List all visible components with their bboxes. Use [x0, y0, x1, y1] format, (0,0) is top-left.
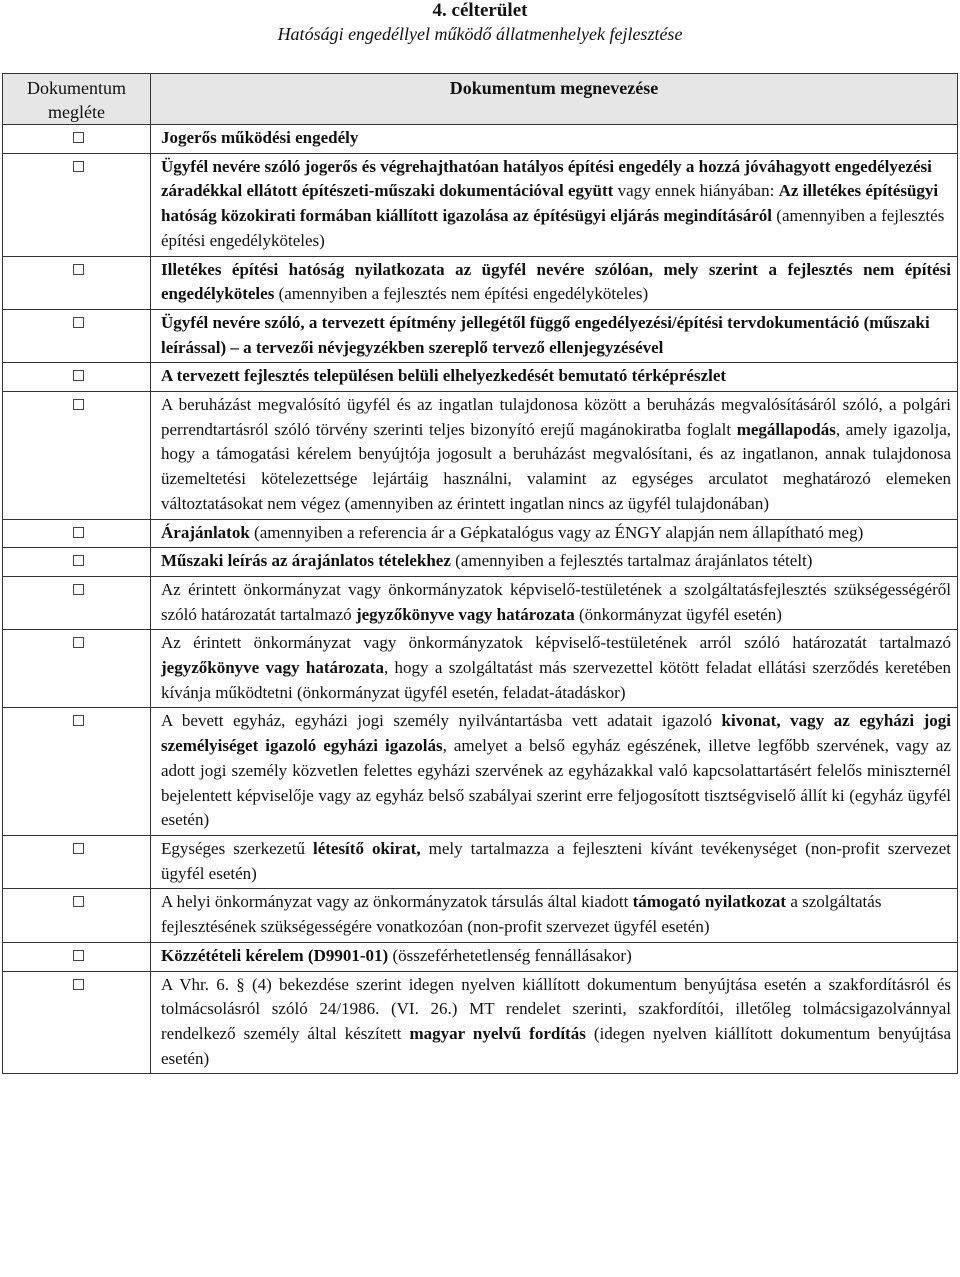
plain-text: A helyi önkormányzat vagy az önkormányzatok társulás által kiadott [161, 892, 633, 912]
document-description [151, 630, 958, 708]
table-row [3, 708, 958, 836]
presence-cell [3, 309, 151, 362]
document-description [151, 153, 958, 256]
document-header [0, 0, 960, 47]
presence-cell [3, 153, 151, 256]
document-checkbox[interactable] [73, 370, 84, 381]
plain-text: (önkormányzat ügyfél esetén) [574, 604, 782, 624]
table-row [3, 363, 958, 392]
plain-text: , amely igazolja, hogy a támogatási kérelem benyújtója jogosult a beruházást megvalósítani, és az ingatlanon, annak tulajdonosa üzemeltetési kötelezettsége lejártáig használni, valamint az egységes arculatot meghatározó elemeken változtatásokat nem végez (amennyiben az érintett ingatlan nincs az ügyfél tulajdonában) [161, 419, 951, 513]
document-checkbox[interactable] [73, 715, 84, 726]
table-row [3, 630, 958, 708]
document-description [151, 392, 958, 520]
plain-text: mely tartalmazza a fejleszteni kívánt tevékenységet (non-profit szervezet ügyfél esetén) [161, 838, 951, 883]
plain-text: Az érintett önkormányzat vagy önkormányzatok képviselő-testületének a szolgáltatásfejlesztés szükségességéről szóló határozatát tartalmazó [161, 579, 951, 624]
table-row [3, 125, 958, 154]
document-checkbox[interactable] [73, 637, 84, 648]
document-description [151, 835, 958, 888]
document-description [151, 889, 958, 942]
plain-text: A bevett egyház, egyházi jogi személy nyilvántartásba vett adatait igazoló [161, 711, 722, 731]
document-checkbox[interactable] [73, 555, 84, 566]
plain-text: (amennyiben a fejlesztés tartalmaz árajánlatos tételt) [450, 551, 813, 571]
document-checkbox[interactable] [73, 132, 84, 143]
bold-text: jegyzőkönyve vagy határozata [355, 604, 575, 624]
plain-text: (amennyiben a fejlesztés építési engedélyköteles) [161, 206, 945, 250]
presence-cell [3, 708, 151, 836]
presence-cell [3, 889, 151, 942]
document-description [151, 548, 958, 577]
bold-text: Illetékes építési hatóság nyilatkozata az ügyfél nevére szólóan, mely szerint a fejlesztés nem építési engedélyköteles [161, 259, 951, 304]
table-row [3, 392, 958, 520]
document-description [151, 942, 958, 971]
bold-text: Árajánlatok [161, 522, 250, 542]
document-description [151, 708, 958, 836]
document-checkbox[interactable] [73, 317, 84, 328]
bold-text: kivonat, vagy az egyházi jogi személyiséget igazoló egyházi igazolás [161, 711, 952, 756]
table-row [3, 971, 958, 1074]
document-checkbox[interactable] [73, 527, 84, 538]
bold-text: Közzétételi kérelem (D9901-01) [161, 945, 389, 965]
bold-text: Az illetékes építésügyi hatóság közokirati formában kiállított igazolása az építésügyi eljárás megindításáról [161, 181, 939, 226]
plain-text: (idegen nyelven kiállított dokumentum benyújtása esetén) [161, 1023, 952, 1068]
bold-text: magyar nyelvű fordítás [409, 1023, 586, 1043]
plain-text: (amennyiben a referencia ár a Gépkatalógus vagy az ÉNGY alapján nem állapítható meg) [249, 522, 864, 542]
plain-text: , amelyet a belső egyház egészének, illetve legfőbb szervének, vagy az adott jogi személy közvetlen felettes egyházi szervének az egyházakkal való kapcsolattartásért felelős miniszternél bejelentett képviselője vagy az egyház belső szabályai szerint erre feljogosított tisztségviselő állít ki (egyház ügyfél esetén) [161, 736, 951, 830]
plain-text: vagy ennek hiányában: [613, 181, 779, 201]
column-header-name: Dokumentum megnevezése [151, 74, 958, 125]
presence-cell [3, 576, 151, 629]
presence-cell [3, 835, 151, 888]
bold-text: jegyzőkönyve vagy határozata [161, 658, 384, 678]
plain-text: (összeférhetetlenség fennállásakor) [388, 945, 632, 965]
document-description [151, 519, 958, 548]
presence-cell [3, 519, 151, 548]
document-checklist-table [2, 73, 958, 1074]
document-checkbox[interactable] [73, 264, 84, 275]
document-checkbox[interactable] [73, 896, 84, 907]
section-subtitle: Hatósági engedéllyel működő állatmenhelyek fejlesztése [277, 24, 683, 44]
presence-cell [3, 548, 151, 577]
plain-text: (amennyiben a fejlesztés nem építési engedélyköteles) [274, 284, 649, 304]
document-checkbox[interactable] [73, 399, 84, 410]
bold-text: megállapodás [736, 419, 836, 439]
document-checkbox[interactable] [73, 161, 84, 172]
table-body [3, 125, 958, 1074]
bold-text: Ügyfél nevére szóló jogerős és végrehajthatóan hatályos építési engedély a hozzá jóváhagyott engedélyezési záradékkal ellátott építészeti-műszaki dokumentációval együtt [161, 156, 932, 201]
plain-text: Az érintett önkormányzat vagy önkormányzatok képviselő-testületének arról szóló határozatát tartalmazó [161, 633, 951, 653]
table-row [3, 889, 958, 942]
table-row [3, 153, 958, 256]
plain-text: A Vhr. 6. § (4) bekezdése szerint idegen nyelven kiállított dokumentum benyújtása esetén a szakfordításról és tolmácsolásról szóló 24/1986. (VI. 26.) MT rendelet szerinti, szakfordítói, illetőleg tolmácsigazolvánnyal rendelkező személy által készített [161, 974, 951, 1043]
bold-text: Jogerős működési engedély [161, 128, 359, 147]
plain-text: A beruházást megvalósító ügyfél és az ingatlan tulajdonosa között a beruházás megvalósításáról szóló, a polgári perrendtartásról szóló törvény szerinti teljes bizonyító erejű magánokiratba foglalt [161, 395, 951, 439]
bold-text: Műszaki leírás az árajánlatos tételekhez [161, 551, 451, 571]
table-row [3, 835, 958, 888]
bold-text: Ügyfél nevére szóló, a tervezett építmény jellegétől függő engedélyezési/építési tervdokumentáció (műszaki leírással) – a tervezői névjegyzékben szereplő tervező ellenjegyzésével [161, 312, 930, 357]
document-checkbox[interactable] [73, 584, 84, 595]
presence-cell [3, 392, 151, 520]
section-title: 4. célterület [432, 0, 528, 21]
plain-text: Egységes szerkezetű [161, 838, 313, 858]
document-description [151, 309, 958, 362]
bold-text: A tervezett fejlesztés településen belüli elhelyezkedését bemutató térképrészlet [161, 366, 727, 386]
table-row [3, 548, 958, 577]
bold-text: támogató nyilatkozat [632, 892, 787, 912]
presence-cell [3, 363, 151, 392]
table-row [3, 519, 958, 548]
presence-cell [3, 256, 151, 309]
document-description [151, 363, 958, 392]
bold-text: létesítő okirat, [312, 838, 421, 858]
presence-cell [3, 942, 151, 971]
plain-text: , hogy a szolgáltatást más szervezettel kötött feladat ellátási szerződés keretében kívánja működtetni (önkormányzat ügyfél esetén, feladat-átadáskor) [161, 658, 951, 702]
presence-cell [3, 630, 151, 708]
document-description [151, 256, 958, 309]
table-row [3, 309, 958, 362]
plain-text: a szolgáltatás fejlesztésének szükségességére vonatkozóan (non-profit szervezet ügyfél esetén) [161, 892, 882, 937]
document-checkbox[interactable] [73, 950, 84, 961]
column-header-presence: Dokumentum megléte [3, 74, 151, 125]
document-checkbox[interactable] [73, 979, 84, 990]
table-header-row [3, 74, 958, 125]
table-row [3, 256, 958, 309]
presence-cell [3, 125, 151, 154]
table-row [3, 942, 958, 971]
document-description [151, 576, 958, 629]
document-description [151, 125, 958, 154]
presence-cell [3, 971, 151, 1074]
document-description [151, 971, 958, 1074]
table-row [3, 576, 958, 629]
document-checkbox[interactable] [73, 843, 84, 854]
